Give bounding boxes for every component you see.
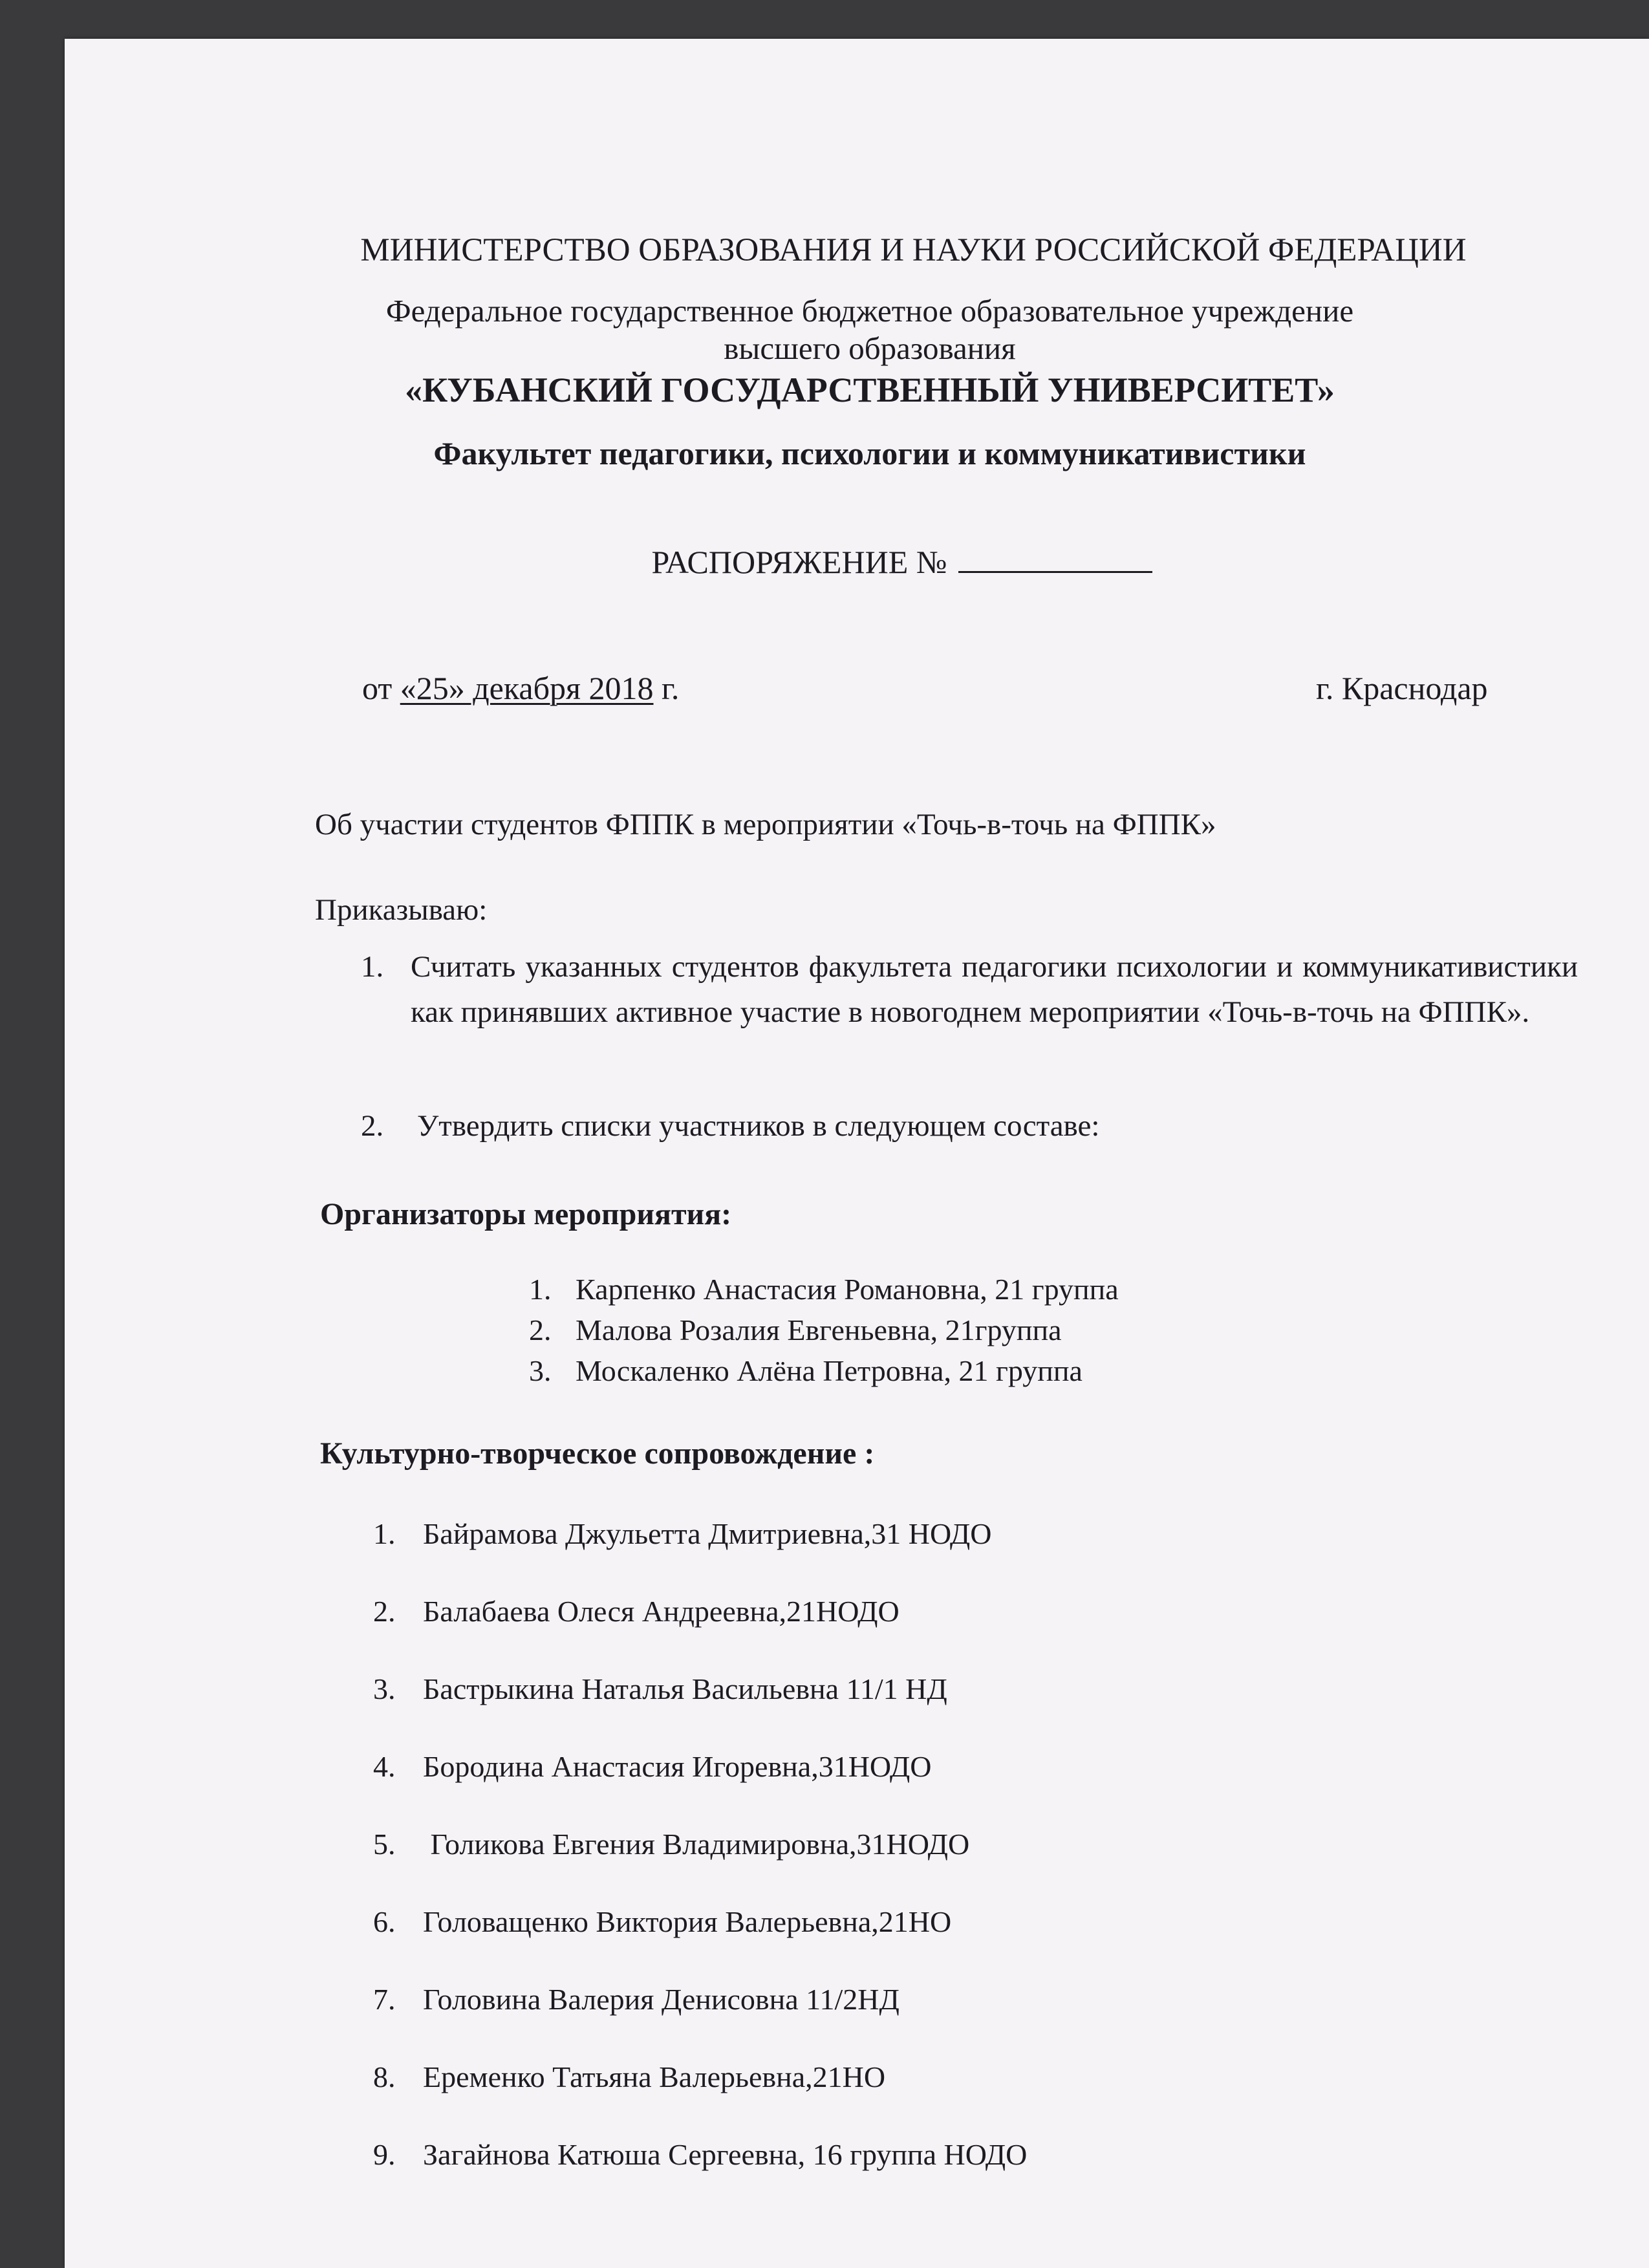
list-item-text: Байрамова Джульетта Дмитриевна,31 НОДО — [423, 1517, 992, 1550]
order-date — [362, 669, 679, 707]
institution-line-2: высшего образования — [724, 330, 1016, 366]
cultural-heading: Культурно-творческое сопровождение : — [320, 1436, 875, 1471]
item-2-number: 2. — [361, 1109, 384, 1143]
list-item — [373, 1517, 991, 1551]
list-item-text: Голикова Евгения Владимировна,31НОДО — [423, 1828, 970, 1861]
list-item-number: 2. — [529, 1313, 552, 1346]
list-item-number: 5. — [373, 1828, 396, 1861]
list-item — [373, 1827, 969, 1861]
list-item — [529, 1354, 1083, 1388]
list-item-text: Головащенко Виктория Валерьевна,21НО — [423, 1905, 952, 1938]
list-item-number: 8. — [373, 2060, 396, 2093]
list-item — [373, 1594, 900, 1628]
list-item-number: 3. — [529, 1354, 552, 1387]
list-item-text: Балабаева Олеся Андреевна,21НОДО — [423, 1595, 900, 1628]
item-1-number: 1. — [361, 950, 384, 984]
institution-line-1: Федеральное государственное бюджетное образовательное учреждение — [385, 293, 1354, 329]
date-prefix: от — [362, 670, 393, 706]
list-item-text: Бородина Анастасия Игоревна,31НОДО — [423, 1750, 932, 1783]
ministry-heading: МИНИСТЕРСТВО ОБРАЗОВАНИЯ И НАУКИ РОССИЙСКОЙ ФЕДЕРАЦИИ — [360, 232, 1467, 268]
list-item — [373, 1905, 951, 1939]
list-item-number: 9. — [373, 2138, 396, 2171]
list-item-number: 1. — [373, 1517, 396, 1550]
list-item-text: Еременко Татьяна Валерьевна,21НО — [423, 2060, 886, 2093]
faculty-name: Факультет педагогики, психологии и коммуникативистики — [433, 435, 1306, 471]
date-value: «25» декабря 2018 — [400, 670, 654, 706]
list-item — [373, 2060, 885, 2094]
university-name: «КУБАНСКИЙ ГОСУДАРСТВЕННЫЙ УНИВЕРСИТЕТ» — [405, 371, 1335, 409]
organizers-heading: Организаторы мероприятия: — [320, 1197, 732, 1231]
list-item-text: Бастрыкина Наталья Васильевна 11/1 НД — [423, 1672, 947, 1705]
list-item-number: 1. — [529, 1273, 552, 1306]
list-item-number: 3. — [373, 1672, 396, 1705]
order-city: г. Краснодар — [1316, 670, 1488, 706]
list-item — [373, 1982, 900, 2016]
list-item — [529, 1313, 1062, 1347]
list-item-number: 4. — [373, 1750, 396, 1783]
list-item-text: Малова Розалия Евгеньевна, 21группа — [576, 1313, 1062, 1346]
list-item-text: Загайнова Катюша Сергеевна, 16 группа НОДО — [423, 2138, 1028, 2171]
list-item — [529, 1272, 1119, 1306]
list-item-text: Москаленко Алёна Петровна, 21 группа — [576, 1354, 1083, 1387]
order-number-blank — [958, 544, 1152, 573]
document-page — [65, 39, 1649, 2268]
list-item — [373, 2137, 1027, 2172]
order-subject: Об участии студентов ФППК в мероприятии «Точь-в-точь на ФППК» — [315, 808, 1216, 841]
list-item — [373, 1749, 931, 1784]
order-title — [65, 543, 1649, 581]
item-1-text: Считать указанных студентов факультета педагогики психологии и коммуникативистики как принявших активное участие в новогоднем мероприятии «Точь-в-точь на ФППК». — [411, 950, 1578, 1029]
list-item-text: Карпенко Анастасия Романовна, 21 группа — [576, 1273, 1119, 1306]
list-item-number: 2. — [373, 1595, 396, 1628]
list-item-number: 6. — [373, 1905, 396, 1938]
order-title-text: РАСПОРЯЖЕНИЕ № — [651, 544, 947, 580]
list-item-number: 7. — [373, 1983, 396, 2016]
list-item-text: Головина Валерия Денисовна 11/2НД — [423, 1983, 900, 2016]
date-suffix: г. — [662, 670, 680, 706]
list-item — [373, 1672, 947, 1706]
order-directive: Приказываю: — [315, 893, 488, 927]
item-2-text: Утвердить списки участников в следующем составе: — [417, 1109, 1100, 1143]
